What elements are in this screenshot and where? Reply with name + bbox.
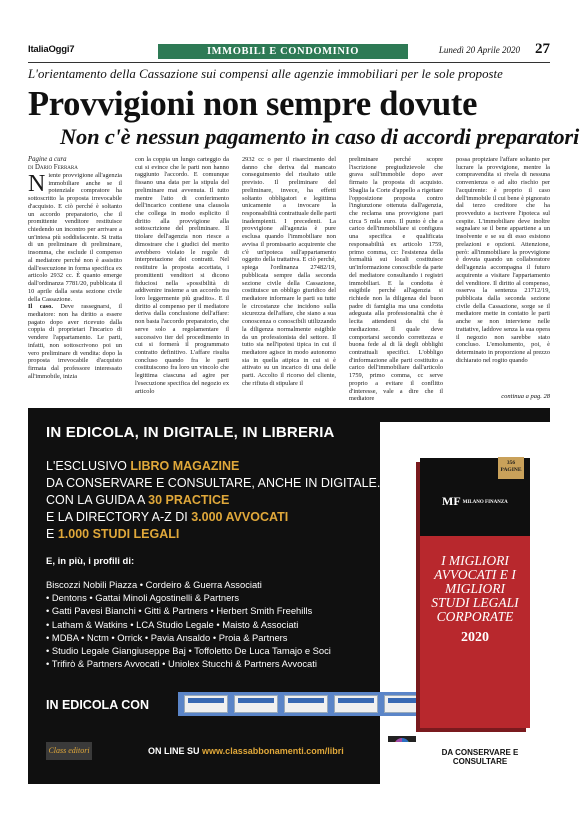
column-text: Deve rassegnarsi, il mediatore: non ha diritto a essere pagato dopo aver ricevuto dalla coppia di proprietari l'incarico di vendere l'appartamento. Le parti, infatti, non sottoscrivono poi un vero preliminare di vendita: dopo la proposta irrevocabile d'acquisto firmata dal professore interessato all'immobile, inizia [28,303,123,380]
newspaper-thumbnail [334,695,378,713]
column-text: preliminare perché scopre l'iscrizione pregiudizievole che grava sull'immobile dopo aver firmato la proposta di acquisto. Sbaglia la Corte d'appello a rigettare l'opposizione proposta contro l'ingiunzione ottenuta dall'agenzia, che reclama una provvigione pari circa 5 mila euro. Il punto è che a carico dell'immobiliare si configura una specifica e qualificata responsabilità ex articolo 1759, primo comma, cc: l'esistenza della formalità sui locali costituisce un'informazione conoscibile da parte del mediatore consultando i registri immobiliari. E la condotta è esigibile perché all'agenzia si richiede non la diligenza del buon padre di famiglia ma una condotta adeguata alla professionalità che è lecita attendersi da chi fa mediazione. Il quale deve comportarsi secondo correttezza e buona fede al di là degli obblighi contrattuali specifici. L'obbligo d'informazione alle parti costituito a carico dell'immobiliare dall'articolo 1759, primo comma, cc serve proprio a evitare il conflitto d'interesse, vale a dire che il mediatore [349,156,443,403]
article-body [28,156,550,403]
column-text: iente provvigione all'agenzia immobiliare anche se il potenziale compratore ha sottoscritto la proposta irrevocabile d'acquisto. E ciò perché è soltanto un accordo preparatorio, che il promittente venditore restituisce chiedendo un incontro per arrivare a un'intesa più soddisfacente. Si tratta di un preliminare di preliminare, insomma, che esclude il compenso al mediatore perché non è assistito dall'esecuzione in forma specifica ex articolo 2932 cc. È quanto emerge dall'ordinanza 7781/20, pubblicata il 10 aprile dalla sesta sezione civile della Cassazione. [28,172,122,303]
page-number: 27 [535,41,550,57]
online-url [148,746,344,756]
firm-line: Biscozzi Nobili Piazza • Cordeiro & Guerra Associati [46,579,262,590]
ad-copy-text: CON LA GUIDA A [46,493,149,507]
article-column-1 [28,156,122,394]
firm-line: • Gatti Pavesi Bianchi • Gitti & Partners • Herbert Smith Freehills [46,605,313,617]
paragraph-lead: Il caso. [28,303,53,311]
newsstand-label: IN EDICOLA CON [46,698,150,712]
mf-logo [442,494,508,509]
firm-line: • MDBA • Nctm • Orrick • Pavia Ansaldo • Proia & Partners [46,631,288,643]
article-headline: Provvigioni non sempre dovute [28,85,478,123]
book-caption: DA CONSERVARE E CONSULTARE [441,748,519,766]
book-title: I MIGLIORI AVVOCATI E I MIGLIORI STUDI LEGALI CORPORATE [431,553,519,624]
continued-note: continua a pag. 28 [501,393,550,400]
ad-copy [46,458,381,543]
byline [28,156,122,172]
firm-line: • Latham & Watkins • LCA Studio Legale • Maisto & Associati [46,618,299,630]
firm-line: • Trifirò & Partners Avvocati • Uniolex Stucchi & Partners Avvocati [46,658,317,670]
column-text: possa propiziare l'affare soltanto per lucrare la provvigione, mentre la compravendita si rivela di nessuna convenienza o ad alto rischio per l'acquirente: è proprio il caso dell'immobile il cui bene è pignorato dal terzo creditore che ha provveduto a iscrivere l'ipoteca sul cespite. L'immobiliare deve inoltre segnalare se il bene appartiene a un insolvente e se su di esso esistono prelazioni e opzioni. Attenzione, però: all'immobiliare la provvigione è dovuta quando un collaboratore dell'agenzia accompagna il futuro acquirente a visitare l'appartamento del venditore. Il diritto al compenso, osserva la sentenza 21712/19, pubblicata dalla seconda sezione civile della Cassazione, sorge se il mediatore mette in contatto le parti anche se non interviene nelle trattative, laddove senza la sua opera il negozio non sarebbe stato concluso. L'emolumento, poi, è determinato in proporzione al prezzo dichiarato nel rogito quando [456,156,550,364]
newspaper-thumbnail [184,695,228,713]
mf-logo-text: MF [442,494,461,508]
class-editori-logo: Class editori [46,742,92,760]
article-column-2 [135,156,229,394]
newspaper-thumbnail [284,695,328,713]
ad-copy-highlight: 3.000 AVVOCATI [191,510,289,524]
book-cover [420,458,530,728]
column-text: 2932 cc o per il risarcimento del danno che deriva dal mancato conseguimento del risultato utile previsto. Il preliminare del preliminare, invece, ha effetti soltanto obbligatori e legittima unicamente a invocare la responsabilità contrattuale delle parti inadempienti. I precedenti. La provvigione all'agenzia è pure esclusa quando l'immobiliare non avvisa il promissario acquirente che c'è un'ipoteca sull'appartamento oggetto della trattativa. E ciò perché, spiega l'ordinanza 27482/19, pubblicata sempre dalla seconda sezione civile della Cassazione, costituisce un obbligo giuridico del mediatore informare le parti su tutte le circostanze che incidono sulla sicurezza dell'affare, che siano a sua conoscenza o conoscibili utilizzando la diligenza normalmente esigibile da un professionista del settore. Il tutto sia nell'ipotesi tipica in cui il mediatore agisce in modo autonomo sia in quella atipica in cui si è attivato su un incarico di una delle parti. Accolto il ricorso del cliente, che rifiuta di stipulare il [242,156,336,387]
byline-author: di Dario Ferrara [28,164,78,171]
drop-cap: N [28,171,46,197]
article-column-4 [349,156,443,403]
ad-copy-text: L'ESCLUSIVO [46,459,131,473]
firm-line: • Dentons • Gattai Minoli Agostinelli & Partners [46,592,240,604]
ad-headline: IN EDICOLA, IN DIGITALE, IN LIBRERIA [46,424,335,441]
mf-logo-small: MILANO FINANZA [462,499,508,505]
section-title: IMMOBILI E CONDOMINIO [158,44,408,59]
header-divider [28,62,550,63]
online-link[interactable]: www.classabbonamenti.com/libri [202,746,344,756]
profiles-title: E, in più, i profili di: [46,556,135,567]
article-column-5 [456,156,550,394]
masthead [28,41,550,59]
article-kicker: L'orientamento della Cassazione sui compensi alle agenzie immobiliari per le sole proposte [28,67,503,81]
firm-list [46,578,376,670]
pages-badge: 356 PAGINE [498,457,524,479]
ad-copy-highlight: 30 PRACTICE [148,493,230,507]
ad-copy-highlight: LIBRO MAGAZINE [130,459,240,473]
issue-date: Lunedì 20 Aprile 2020 [438,45,520,55]
ad-copy-highlight: 1.000 STUDI LEGALI [57,527,180,541]
online-label: ON LINE SU [148,746,203,756]
firm-line: • Studio Legale Giangiuseppe Baj • Toffoletto De Luca Tamajo e Soci [46,645,331,657]
ad-copy-text: E [46,527,58,541]
article-column-3 [242,156,336,394]
book-year: 2020 [461,630,489,645]
ad-copy-text: E LA DIRECTORY A-Z DI [46,510,192,524]
article-subhead: Non c'è nessun pagamento in caso di accordi preparatori [60,124,580,149]
newspaper-thumbnail [234,695,278,713]
ad-copy-text: DA CONSERVARE E CONSULTARE, ANCHE IN DIGITALE. [46,476,381,490]
byline-prefix: Pagine a cura [28,156,67,163]
column-text: con la coppia un lungo carteggio da cui si evince che le parti non hanno raggiunto l'accordo. E comunque fissano una data per la stipula del preliminare mai avvenuta. Il tutto mentre l'atto di conferimento dell'incarico contiene una clausola che collega in modo esplicito il diritto alla provvigione alla sottoscrizione del preliminare. Il titolare dell'agenzia non riesce a dimostrare che i giudici del merito avrebbero violato le regole di interpretazione dei contratti. Nel restituire la proposta accettata, i promittenti venditori si dicono fiduciosi nella «possibilità di addivenire insieme a un accordo tra loro leggermente più gradito». E il diritto al compenso per il mediatore deriva dalla conclusione dell'affare: non basta l'accordo preparatorio, che serve solo a regolamentare il successivo iter del procedimento in cui si formerà il programmato contratto definitivo. L'affare risulta concluso quando fra le parti costituiscono fra loro un vincolo che legittima ciascuna ad agire per l'esecuzione specifica del negozio ex articolo [135,156,229,395]
newspaper-brand: ItaliaOggi7 [28,44,75,55]
